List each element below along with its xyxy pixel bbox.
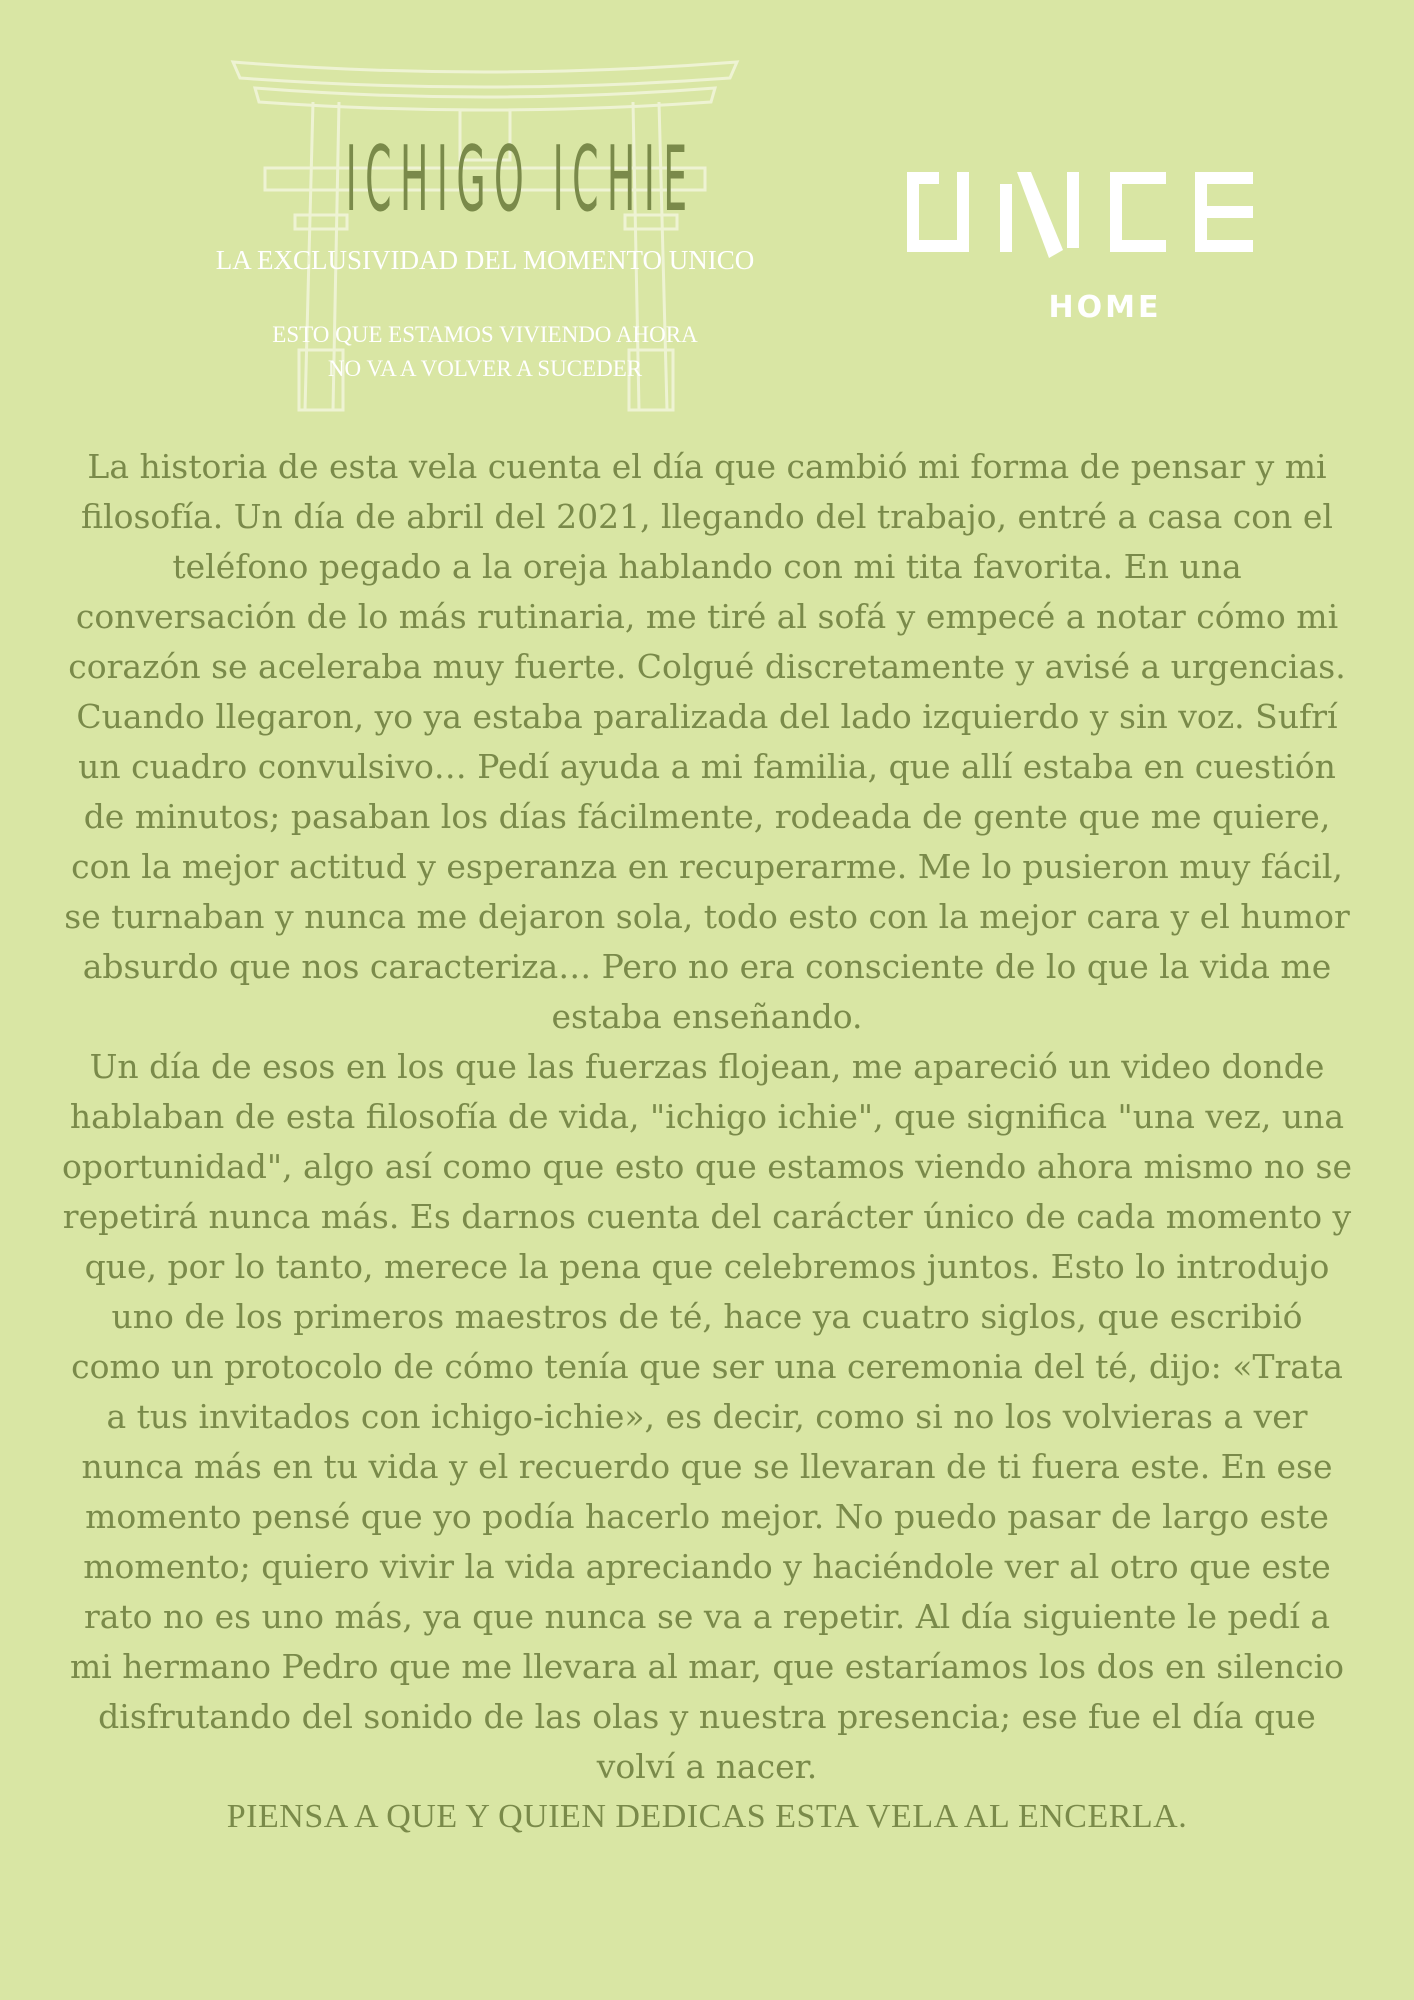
story-closing: PIENSA A QUE Y QUIEN DEDICAS ESTA VELA AL ENCERLA. <box>226 1798 1188 1835</box>
tagline-line-2: NO VA A VOLVER A SUCEDER <box>327 356 643 381</box>
story-text <box>62 442 1352 1842</box>
subtitle: LA EXCLUSIVIDAD DEL MOMENTO UNICO <box>215 245 755 275</box>
tagline-line-1: ESTO QUE ESTAMOS VIVIENDO AHORA <box>272 322 698 347</box>
once-logo-subtitle: HOME <box>1048 290 1162 325</box>
tagline <box>185 318 785 386</box>
story-paragraph-2: Un día de esos en los que las fuerzas flojean, me apareció un video donde hablaban de esta filosofía de vida, "ichigo ichie", que significa "una vez, una oportunidad", algo así como que esto que estamos viendo ahora mismo no se repetirá nunca más. Es darnos cuenta del carácter único de cada momento y que, por lo tanto, merece la pena que celebremos juntos. Esto lo introdujo uno de los primeros maestros de té, hace ya cuatro siglos, que escribió como un protocolo de cómo tenía que ser una ceremonia del té, dijo: «Trata a tus invitados con ichigo-ichie», es decir, como si no los volvieras a ver nunca más en tu vida y el recuerdo que se llevaran de ti fuera este. En ese momento pensé que yo podía hacerlo mejor. No puedo pasar de largo este momento; quiero vivir la vida apreciando y haciéndole ver al otro que este rato no es uno más, ya que nunca se va a repetir. Al día siguiente le pedí a mi hermano Pedro que me llevara al mar, que estaríamos los dos en silencio disfrutando del sonido de las olas y nuestra presencia; ese fue el día que volví a nacer. <box>62 1047 1352 1786</box>
page-title: ICHIGO ICHIE <box>345 127 696 232</box>
story-paragraph-1: La historia de esta vela cuenta el día que cambió mi forma de pensar y mi filosofía. Un día de abril del 2021, llegando del trabajo, entré a casa con el teléfono pegado a la oreja hablando con mi tita favorita. En una conversación de lo más rutinaria, me tiré al sofá y empecé a notar cómo mi corazón se aceleraba muy fuerte. Colgué discretamente y avisé a urgencias. Cuando llegaron, yo ya estaba paralizada del lado izquierdo y sin voz. Sufrí un cuadro convulsivo… Pedí ayuda a mi familia, que allí estaba en cuestión de minutos; pasaban los días fácilmente, rodeada de gente que me quiere, con la mejor actitud y esperanza en recuperarme. Me lo pusieron muy fácil, se turnaban y nunca me dejaron sola, todo esto con la mejor cara y el humor absurdo que nos caracteriza… Pero no era consciente de lo que la vida me estaba enseñando. <box>64 447 1350 1036</box>
